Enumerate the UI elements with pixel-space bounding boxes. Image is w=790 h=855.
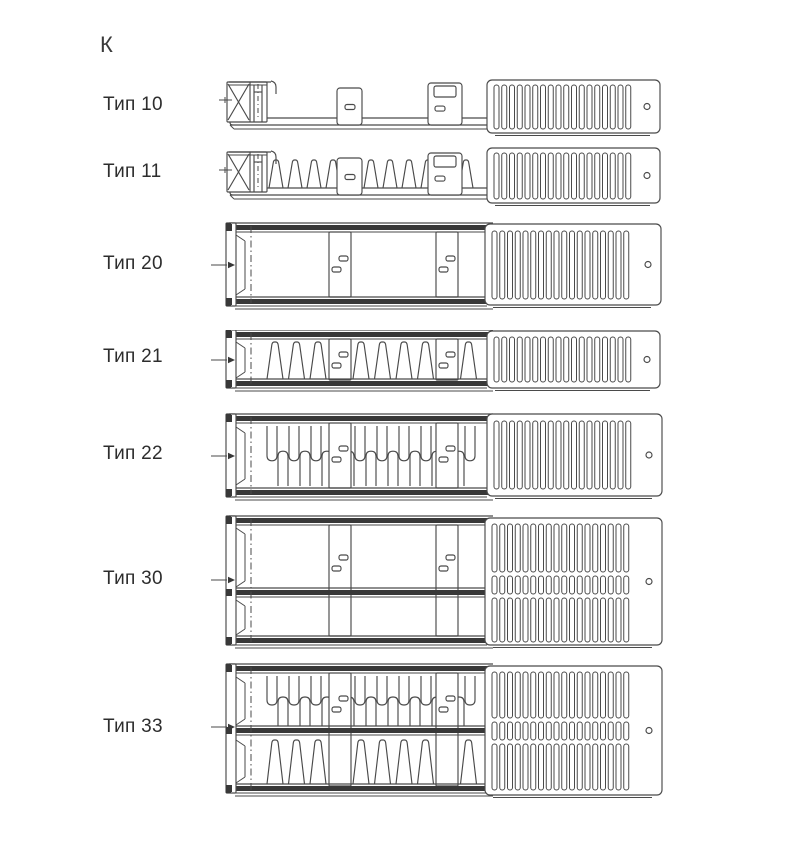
- radiator-drawing: [205, 330, 665, 398]
- radiator-drawing: [205, 222, 665, 316]
- radiator-section-svg-20: [205, 222, 665, 316]
- radiator-drawing: [205, 413, 665, 506]
- radiator-section-svg-22: [205, 413, 665, 506]
- radiator-drawing: [205, 663, 665, 806]
- radiator-drawing: [205, 78, 665, 143]
- corner-label: К: [100, 32, 114, 57]
- radiator-section-svg-21: [205, 330, 665, 398]
- type-label: Тип 22: [103, 443, 163, 464]
- radiator-drawing: [205, 146, 665, 213]
- radiator-section-svg-33: [205, 663, 665, 806]
- type-label: Тип 21: [103, 346, 163, 367]
- type-label: Тип 20: [103, 253, 163, 274]
- radiator-section-svg-11: [205, 146, 665, 213]
- type-label: Тип 30: [103, 568, 163, 589]
- type-label: Тип 11: [103, 161, 162, 182]
- radiator-section-svg-10: [205, 78, 665, 143]
- radiator-drawing: [205, 515, 665, 656]
- type-label: Тип 10: [103, 94, 163, 115]
- radiator-section-svg-30: [205, 515, 665, 656]
- type-label: Тип 33: [103, 716, 163, 737]
